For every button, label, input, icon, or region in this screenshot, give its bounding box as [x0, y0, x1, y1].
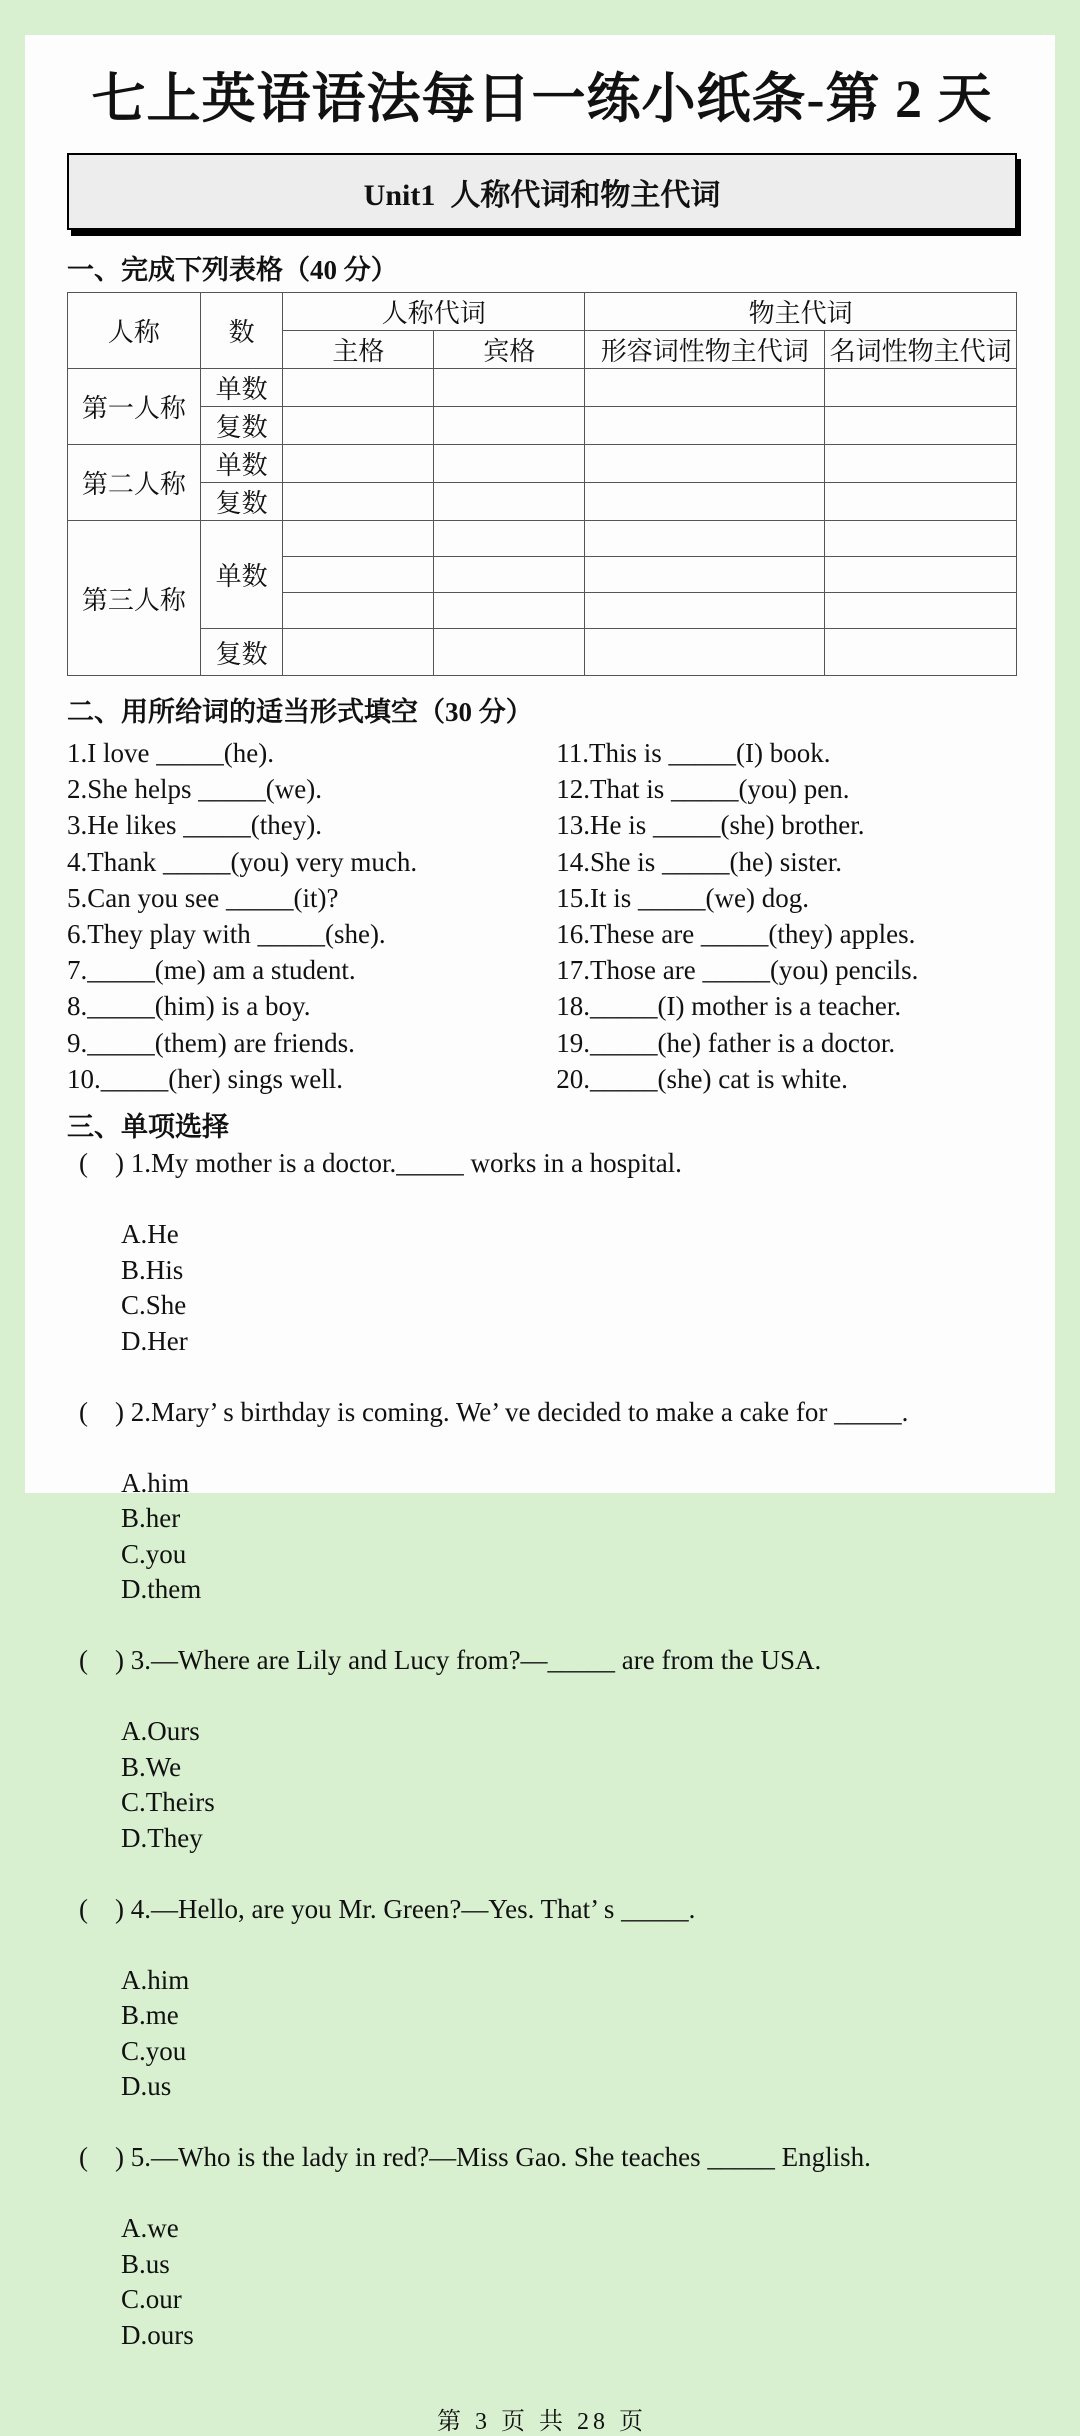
answer-cell — [283, 407, 434, 445]
row-label-plural: 复数 — [200, 407, 283, 445]
th-person: 人称 — [68, 293, 201, 369]
answer-cell — [434, 593, 585, 629]
option-c: C.you — [121, 2035, 187, 2066]
mc-question-2 — [67, 1395, 1017, 1644]
question-options — [67, 1679, 1017, 1892]
answer-cell — [585, 593, 825, 629]
page-title: 七上英语语法每日一练小纸条-第 2 天 — [91, 69, 993, 129]
th-adjectival-possessive: 形容词性物主代词 — [585, 331, 825, 369]
mc-question-5 — [67, 2140, 1017, 2389]
answer-cell — [585, 483, 825, 521]
pronoun-table — [67, 292, 1017, 676]
fill-item: 2.She helps _____(we). — [67, 774, 322, 805]
answer-cell — [434, 629, 585, 676]
answer-cell — [825, 557, 1017, 593]
row-label-singular: 单数 — [200, 521, 283, 629]
th-subjective-case: 主格 — [283, 331, 434, 369]
answer-cell — [825, 407, 1017, 445]
option-d: D.us — [121, 2071, 172, 2102]
fill-item: 10._____(her) sings well. — [67, 1063, 343, 1094]
row-label-plural: 复数 — [200, 629, 283, 676]
th-possessive-pronouns: 物主代词 — [585, 293, 1017, 331]
question-options — [67, 1430, 1017, 1643]
option-c: C.Theirs — [121, 1787, 215, 1818]
unit-banner: Unit1 人称代词和物主代词 — [67, 153, 1017, 230]
answer-cell — [434, 521, 585, 557]
option-b: B.her — [121, 1503, 181, 1534]
page-number-footer: 第 3 页 共 28 页 — [437, 2408, 647, 2435]
fill-item: 12.That is _____(you) pen. — [556, 774, 850, 805]
th-nominal-possessive: 名词性物主代词 — [825, 331, 1017, 369]
row-label-third-person: 第三人称 — [68, 521, 201, 676]
row-label-first-person: 第一人称 — [68, 369, 201, 445]
answer-cell — [585, 521, 825, 557]
fill-item: 18._____(I) mother is a teacher. — [556, 991, 902, 1022]
answer-cell — [283, 521, 434, 557]
fill-item: 9._____(them) are friends. — [67, 1027, 355, 1058]
option-a: A.him — [121, 1964, 190, 1995]
fill-item: 5.Can you see _____(it)? — [67, 882, 339, 913]
option-c: C.our — [121, 2284, 182, 2315]
row-label-singular: 单数 — [200, 445, 283, 483]
option-a: A.He — [121, 1219, 179, 1250]
answer-cell — [585, 557, 825, 593]
option-b: B.We — [121, 1751, 182, 1782]
option-c: C.you — [121, 1538, 187, 1569]
row-label-singular: 单数 — [200, 369, 283, 407]
fill-item: 17.Those are _____(you) pencils. — [556, 955, 919, 986]
answer-cell — [585, 629, 825, 676]
fill-item: 3.He likes _____(they). — [67, 810, 322, 841]
question-stem: ( ) 4.—Hello, are you Mr. Green?—Yes. That’ s _____. — [79, 1893, 696, 1924]
option-d: D.Her — [121, 1325, 188, 1356]
answer-cell — [434, 483, 585, 521]
answer-cell — [434, 369, 585, 407]
th-objective-case: 宾格 — [434, 331, 585, 369]
answer-cell — [585, 445, 825, 483]
fill-item: 7._____(me) am a student. — [67, 955, 356, 986]
answer-cell — [434, 407, 585, 445]
section3-heading: 三、单项选择 — [67, 1112, 229, 1143]
option-d: D.They — [121, 1822, 203, 1853]
answer-cell — [434, 445, 585, 483]
fill-item: 13.He is _____(she) brother. — [556, 810, 865, 841]
option-a: A.Ours — [121, 1716, 200, 1747]
answer-cell — [825, 445, 1017, 483]
answer-cell — [283, 557, 434, 593]
section2-heading: 二、用所给词的适当形式填空（30 分） — [67, 697, 533, 727]
answer-cell — [283, 483, 434, 521]
answer-cell — [825, 521, 1017, 557]
th-number: 数 — [200, 293, 283, 369]
fill-column-right — [556, 735, 1017, 1097]
answer-cell — [283, 445, 434, 483]
row-label-plural: 复数 — [200, 483, 283, 521]
fill-item: 1.I love _____(he). — [67, 738, 274, 768]
question-options — [67, 2176, 1017, 2389]
answer-cell — [585, 407, 825, 445]
fill-item: 4.Thank _____(you) very much. — [67, 846, 418, 877]
option-b: B.His — [121, 1254, 184, 1285]
th-personal-pronouns: 人称代词 — [283, 293, 585, 331]
question-options — [67, 1927, 1017, 2140]
answer-cell — [825, 593, 1017, 629]
answer-cell — [434, 557, 585, 593]
answer-cell — [825, 629, 1017, 676]
option-a: A.we — [121, 2213, 179, 2244]
fill-item: 8._____(him) is a boy. — [67, 991, 311, 1022]
section1-heading: 一、完成下列表格（40 分） — [67, 255, 398, 285]
option-a: A.him — [121, 1467, 190, 1498]
fill-in-blank-section — [67, 735, 1017, 1097]
row-label-second-person: 第二人称 — [68, 445, 201, 521]
answer-cell — [825, 369, 1017, 407]
option-d: D.them — [121, 1574, 202, 1605]
question-stem: ( ) 1.My mother is a doctor._____ works in a hospital. — [79, 1148, 682, 1179]
fill-item: 16.These are _____(they) apples. — [556, 919, 916, 950]
question-stem: ( ) 3.—Where are Lily and Lucy from?—_____ are from the USA. — [79, 1645, 822, 1676]
answer-cell — [825, 483, 1017, 521]
option-c: C.She — [121, 1290, 187, 1321]
fill-item: 20._____(she) cat is white. — [556, 1063, 848, 1094]
option-b: B.us — [121, 2248, 170, 2279]
fill-column-left — [67, 735, 556, 1097]
answer-cell — [283, 593, 434, 629]
fill-item: 6.They play with _____(she). — [67, 919, 386, 950]
fill-item: 14.She is _____(he) sister. — [556, 846, 842, 877]
mc-question-4 — [67, 1892, 1017, 2141]
fill-item: 19._____(he) father is a doctor. — [556, 1027, 896, 1058]
answer-cell — [283, 369, 434, 407]
question-options — [67, 1182, 1017, 1395]
fill-item: 15.It is _____(we) dog. — [556, 882, 809, 913]
option-b: B.me — [121, 2000, 179, 2031]
mc-question-1 — [67, 1146, 1017, 1395]
answer-cell — [585, 369, 825, 407]
worksheet-page — [25, 35, 1055, 2435]
question-stem: ( ) 5.—Who is the lady in red?—Miss Gao. She teaches _____ English. — [79, 2142, 871, 2173]
question-stem: ( ) 2.Mary’ s birthday is coming. We’ ve decided to make a cake for _____. — [79, 1396, 909, 1427]
answer-cell — [283, 629, 434, 676]
multiple-choice-section — [67, 1146, 1017, 2389]
fill-item: 11.This is _____(I) book. — [556, 738, 831, 768]
mc-question-3 — [67, 1643, 1017, 1892]
option-d: D.ours — [121, 2319, 194, 2350]
